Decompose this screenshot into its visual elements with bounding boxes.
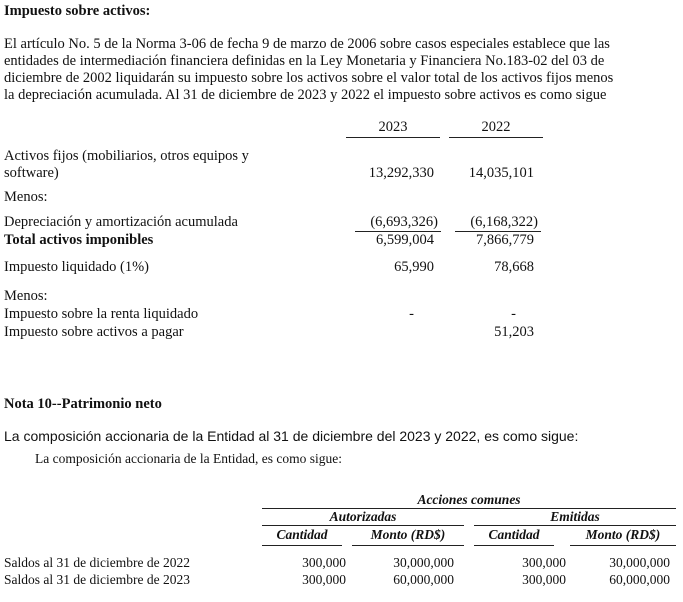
row-label-activos: Activos fijos (mobiliarios, otros equipos y: [4, 148, 249, 164]
sub-header-line: [262, 525, 464, 526]
value-impuesto-2022: 78,668: [494, 259, 534, 275]
table-cell: 300,000: [302, 572, 346, 587]
value-renta-2022: -: [511, 306, 516, 322]
sub-header-autorizadas: Autorizadas: [329, 509, 397, 524]
intro-sans: La composición accionaria de la Entidad al 31 de diciembre del 2023 y 2022, es como sigue:: [4, 428, 579, 444]
col-header-line: [352, 545, 464, 546]
value-activos-2023: 13,292,330: [368, 165, 434, 181]
intro-paragraph: [4, 36, 680, 104]
row-label-activos-cont: software): [4, 165, 59, 181]
table-cell: 300,000: [522, 572, 566, 587]
paragraph-line: la depreciación acumulada. Al 31 de diciembre de 2023 y 2022 el impuesto sobre activos es como sigue: [4, 87, 607, 103]
row-label-a-pagar: Impuesto sobre activos a pagar: [4, 324, 184, 340]
col-header-cantidad-emitidas: Cantidad: [488, 527, 540, 542]
section-title-impuesto: Impuesto sobre activos:: [4, 3, 151, 19]
col-header-monto-autorizadas: Monto (RD$): [370, 527, 446, 542]
row-label-depreciacion: Depreciación y amortización acumulada: [4, 214, 238, 230]
table-row-label: Saldos al 31 de diciembre de 2023: [4, 572, 190, 587]
table-cell: 60,000,000: [609, 572, 670, 587]
value-activos-2022: 14,035,101: [468, 165, 534, 181]
header-underline: [346, 137, 440, 138]
sub-header-emitidas: Emitidas: [550, 509, 600, 524]
row-label-menos: Menos:: [4, 189, 48, 205]
group-header-acciones: Acciones comunes: [417, 492, 521, 507]
paragraph-line: entidades de intermediación financiera definidas en la Ley Monetaria y Financiera No.183-02 del 03 de: [4, 53, 605, 69]
table-cell: 300,000: [302, 555, 346, 570]
intro-serif: La composición accionaria de la Entidad, es como sigue:: [35, 451, 343, 466]
row-label-menos-2: Menos:: [4, 288, 48, 304]
value-total-2023: 6,599,004: [376, 232, 434, 248]
value-a-pagar-2022: 51,203: [494, 324, 534, 340]
table-row-label: Saldos al 31 de diciembre de 2022: [4, 555, 190, 570]
table-cell: 300,000: [522, 555, 566, 570]
value-renta-2023: -: [409, 306, 414, 322]
table-cell: 60,000,000: [393, 572, 454, 587]
paragraph-line: diciembre de 2002 liquidarán su impuesto sobre los activos sobre el valor total de los activos fijos menos: [4, 70, 614, 86]
value-depreciacion-2023: (6,693,326): [370, 214, 438, 230]
col-header-2022: 2022: [481, 119, 511, 135]
value-depreciacion-2022: (6,168,322): [470, 214, 538, 230]
value-impuesto-2023: 65,990: [394, 259, 434, 275]
col-header-line: [474, 545, 554, 546]
col-header-cantidad-autorizadas: Cantidad: [276, 527, 328, 542]
sub-header-line: [474, 525, 676, 526]
table-cell: 30,000,000: [393, 555, 454, 570]
row-label-renta: Impuesto sobre la renta liquidado: [4, 306, 199, 322]
row-label-total: Total activos imponibles: [4, 232, 154, 248]
header-underline: [449, 137, 543, 138]
col-header-line: [262, 545, 342, 546]
col-header-line: [570, 545, 676, 546]
paragraph-line: El artículo No. 5 de la Norma 3-06 de fecha 9 de marzo de 2006 sobre casos especiales establece que las: [4, 36, 610, 52]
value-total-2022: 7,866,779: [476, 232, 534, 248]
table-cell: 30,000,000: [609, 555, 670, 570]
row-label-impuesto-liquidado: Impuesto liquidado (1%): [4, 259, 149, 275]
section-title-patrimonio: Nota 10--Patrimonio neto: [4, 396, 162, 412]
col-header-2023: 2023: [378, 119, 408, 135]
col-header-monto-emitidas: Monto (RD$): [585, 527, 661, 542]
